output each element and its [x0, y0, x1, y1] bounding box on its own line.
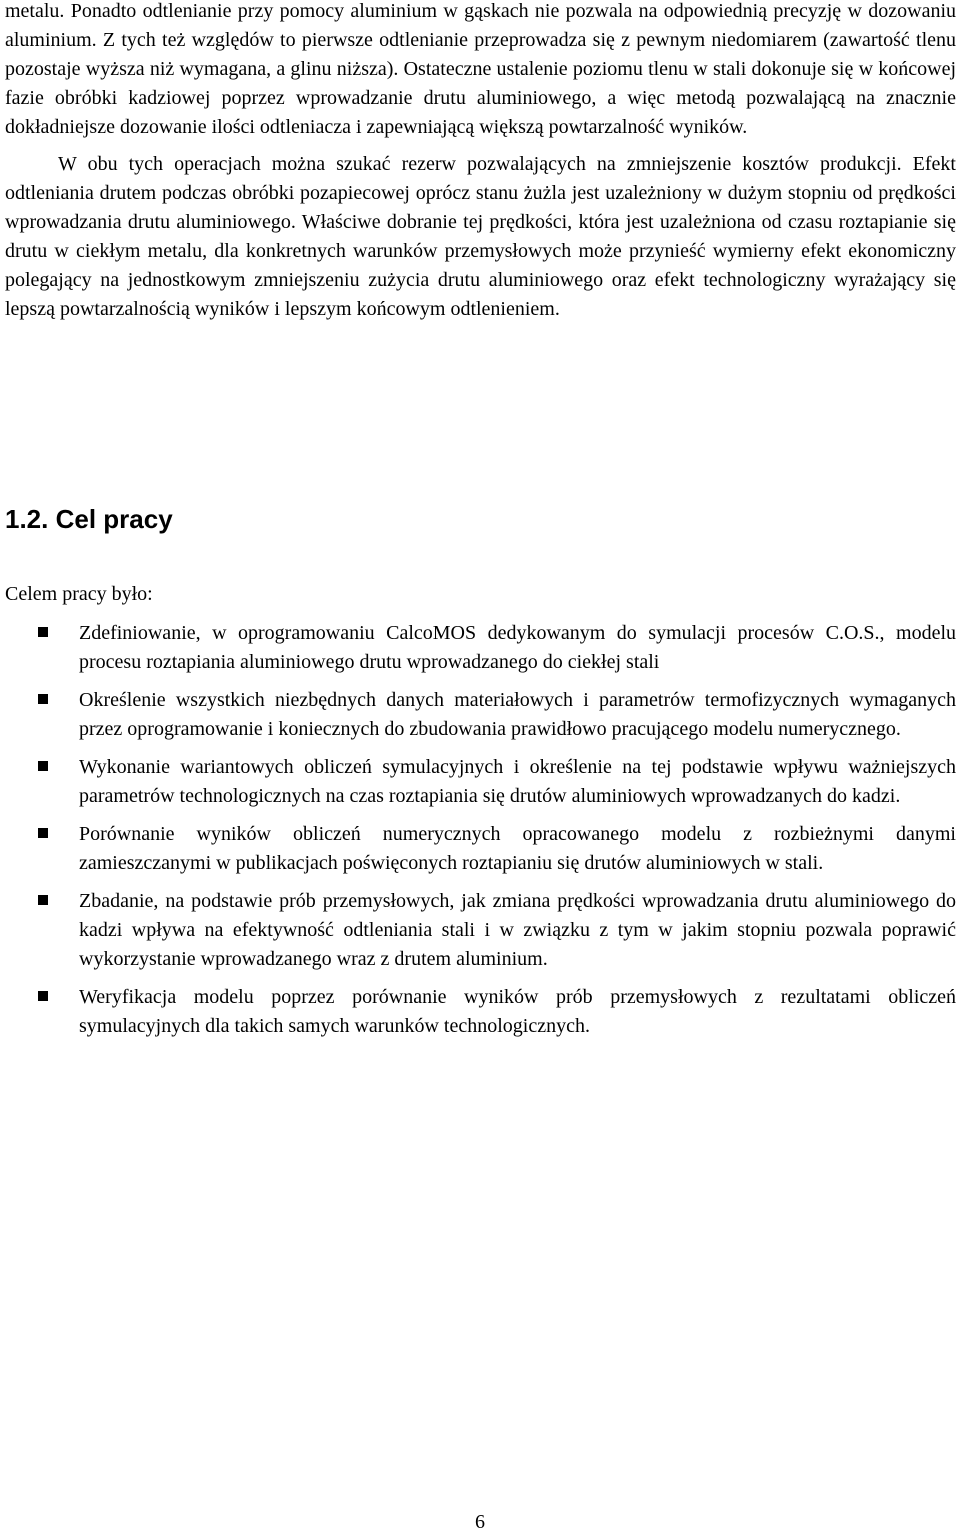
list-item-text: Wykonanie wariantowych obliczeń symulacyjnych i określenie na tej podstawie wpływu ważniejszych parametrów technologicznych na czas roztapiania się drutów aluminiowych wprowadzanych do kadzi.	[79, 756, 956, 807]
document-page	[5, 0, 956, 1037]
list-item	[5, 753, 956, 811]
page-number: 6	[475, 1511, 485, 1533]
list-item	[5, 983, 956, 1041]
square-bullet-icon	[38, 828, 48, 838]
section-intro: Celem pracy było:	[5, 583, 153, 605]
list-item-text: Określenie wszystkich niezbędnych danych materiałowych i parametrów termofizycznych wymaganych przez oprogramowanie i koniecznych do zbudowania prawidłowo pracującego modelu numerycznego.	[79, 689, 956, 740]
square-bullet-icon	[38, 627, 48, 637]
list-item-text: Porównanie wyników obliczeń numerycznych opracowanego modelu z rozbieżnymi danymi zamieszczanymi w publikacjach poświęconych roztapianiu się drutów aluminiowych w stali.	[79, 823, 956, 874]
square-bullet-icon	[38, 694, 48, 704]
section-heading: 1.2. Cel pracy	[5, 504, 173, 534]
list-item	[5, 619, 956, 677]
square-bullet-icon	[38, 991, 48, 1001]
body-paragraph-1: metalu. Ponadto odtlenianie przy pomocy aluminium w gąskach nie pozwala na odpowiednią precyzję w dozowaniu aluminium. Z tych też względów to pierwsze odtlenianie przeprowadza się z pewnym niedomiarem (zawartość tlenu pozostaje wyższa niż wymagana, a glinu niższa). Ostateczne ustalenie poziomu tlenu w stali dokonuje się w końcowej fazie obróbki kadziowej poprzez wprowadzanie drutu aluminiowego, a więc metodą pozwalającą na znacznie dokładniejsze dozowanie ilości odtleniacza i zapewniającą większą powtarzalność wyników.	[5, 0, 956, 138]
list-item-text: Zbadanie, na podstawie prób przemysłowych, jak zmiana prędkości wprowadzania drutu aluminiowego do kadzi wpływa na efektywność odtleniania stali i w związku z tym w jakim stopniu pozwala poprawić wykorzystanie wprowadzanego wraz z drutem aluminium.	[79, 890, 956, 970]
square-bullet-icon	[38, 761, 48, 771]
goals-list	[5, 619, 956, 1050]
square-bullet-icon	[38, 895, 48, 905]
list-item	[5, 887, 956, 974]
body-paragraph-2: W obu tych operacjach można szukać rezerw pozwalających na zmniejszenie kosztów produkcji. Efekt odtleniania drutem podczas obróbki pozapiecowej oprócz stanu żużla jest uzależniony w dużym stopniu od prędkości wprowadzania drutu aluminiowego. Właściwe dobranie tej prędkości, która jest uzależniona od czasu roztapianie się drutu w ciekłym metalu, dla konkretnych warunków przemysłowych może przynieść wymierny efekt ekonomiczny polegający na jednostkowym zmniejszeniu zużycia drutu aluminiowego oraz efekt technologiczny wyrażający się lepszą powtarzalnością wyników i lepszym końcowym odtlenieniem.	[5, 153, 956, 320]
list-item	[5, 820, 956, 878]
list-item	[5, 686, 956, 744]
list-item-text: Weryfikacja modelu poprzez porównanie wyników prób przemysłowych z rezultatami obliczeń symulacyjnych dla takich samych warunków technologicznych.	[79, 986, 956, 1037]
list-item-text: Zdefiniowanie, w oprogramowaniu CalcoMOS dedykowanym do symulacji procesów C.O.S., modelu procesu roztapiania aluminiowego drutu wprowadzanego do ciekłej stali	[79, 622, 956, 673]
